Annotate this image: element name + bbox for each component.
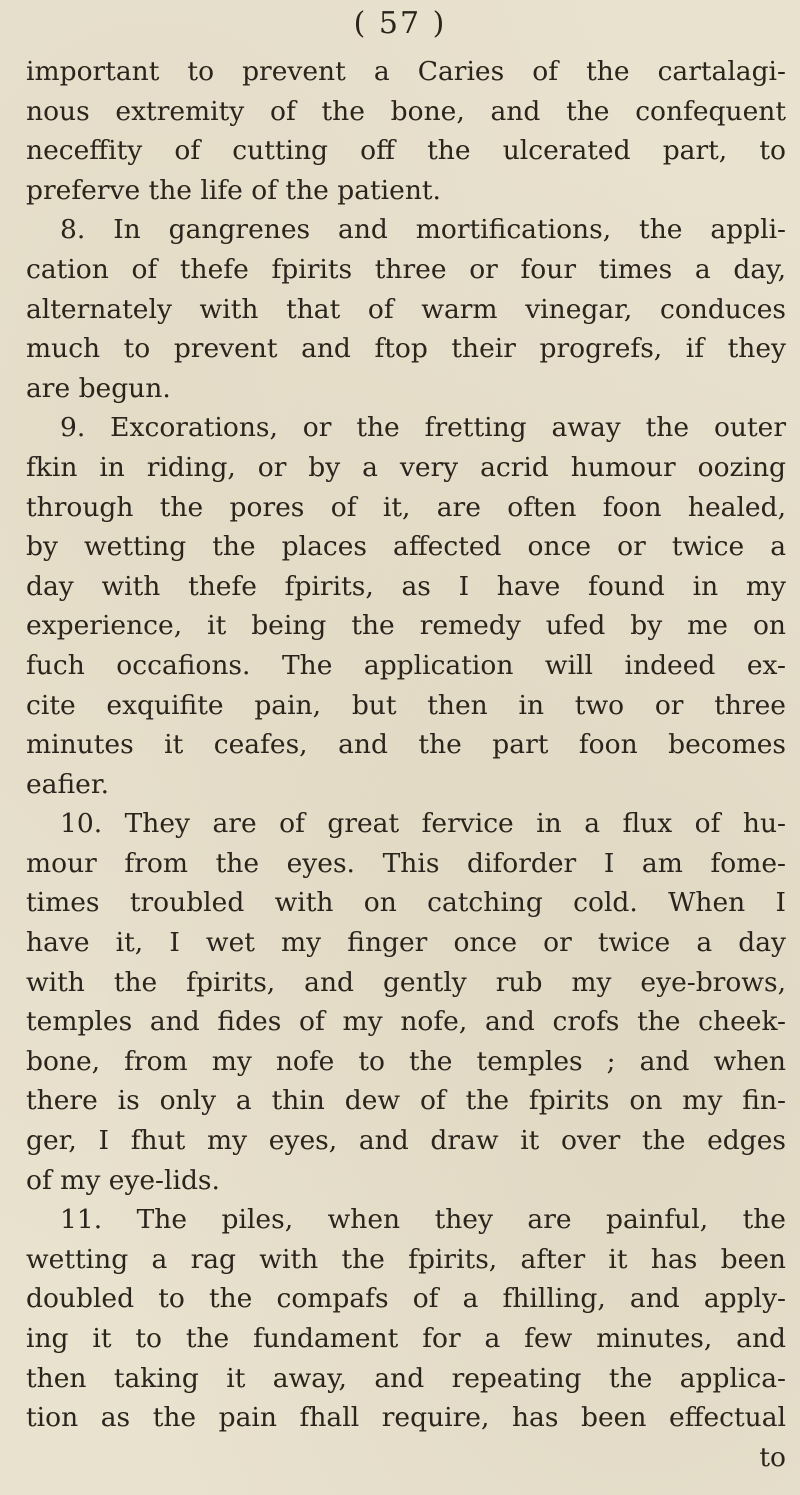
text-line: doubled to the compafs of a fhilling, and apply- [26,1283,786,1315]
text-line: then taking it away, and repeating the applica- [26,1362,786,1394]
text-line: wetting a rag with the fpirits, after it has been [26,1243,786,1275]
text-line: alternately with that of warm vinegar, conduces [26,293,786,325]
text-line: ing it to the fundament for a few minutes, and [26,1323,786,1354]
paragraph-start-11: 11. The piles, when they are painful, the [60,1204,786,1236]
text-line: fkin in riding, or by a very acrid humour oozing [26,451,786,483]
text-line: eafier. [26,768,110,800]
page-number: ( 57 ) [353,6,447,41]
text-line: through the pores of it, are often foon healed, [26,491,786,523]
paragraph-start-10: 10. They are of great fervice in a flux of hu- [60,808,786,840]
text-line: cation of thefe fpirits three or four times a day, [26,253,786,285]
text-line: minutes it ceafes, and the part foon becomes [26,729,786,761]
catchword: to [759,1441,786,1473]
text-line: experience, it being the remedy ufed by me on [26,610,786,642]
text-line: bone, from my nofe to the temples ; and when [26,1045,786,1077]
paragraph-start-9: 9. Excorations, or the fretting away the outer [60,412,786,444]
text-line: mour from the eyes. This diforder I am fome- [26,847,786,879]
text-line: preferve the life of the patient. [26,174,441,206]
text-line: by wetting the places affected once or twice a [26,531,786,563]
text-line: times troubled with on catching cold. When I [26,887,786,919]
text-line: temples and fides of my nofe, and crofs the cheek- [26,1006,786,1038]
text-line: with the fpirits, and gently rub my eye-brows, [26,966,786,998]
paragraph-start-8: 8. In gangrenes and mortifications, the appli- [60,214,786,246]
text-line: are begun. [26,372,171,404]
body-text [26,52,786,1477]
text-line: neceffity of cutting off the ulcerated part, to [26,135,786,167]
text-line: day with thefe fpirits, as I have found in my [26,570,786,602]
text-line: fuch occafions. The application will indeed ex- [26,649,786,681]
text-line: ger, I fhut my eyes, and draw it over the edges [26,1125,786,1157]
text-line: important to prevent a Caries of the cartalagi- [26,56,786,87]
text-line: have it, I wet my finger once or twice a day [26,927,786,959]
text-line: nous extremity of the bone, and the confequent [26,95,786,127]
text-line: cite exquifite pain, but then in two or three [26,689,786,721]
text-line: tion as the pain fhall require, has been effectual [26,1402,786,1434]
text-line: there is only a thin dew of the fpirits on my fin- [26,1085,786,1117]
text-line: of my eye-lids. [26,1164,220,1196]
text-line: much to prevent and ftop their progrefs, if they [26,333,786,365]
